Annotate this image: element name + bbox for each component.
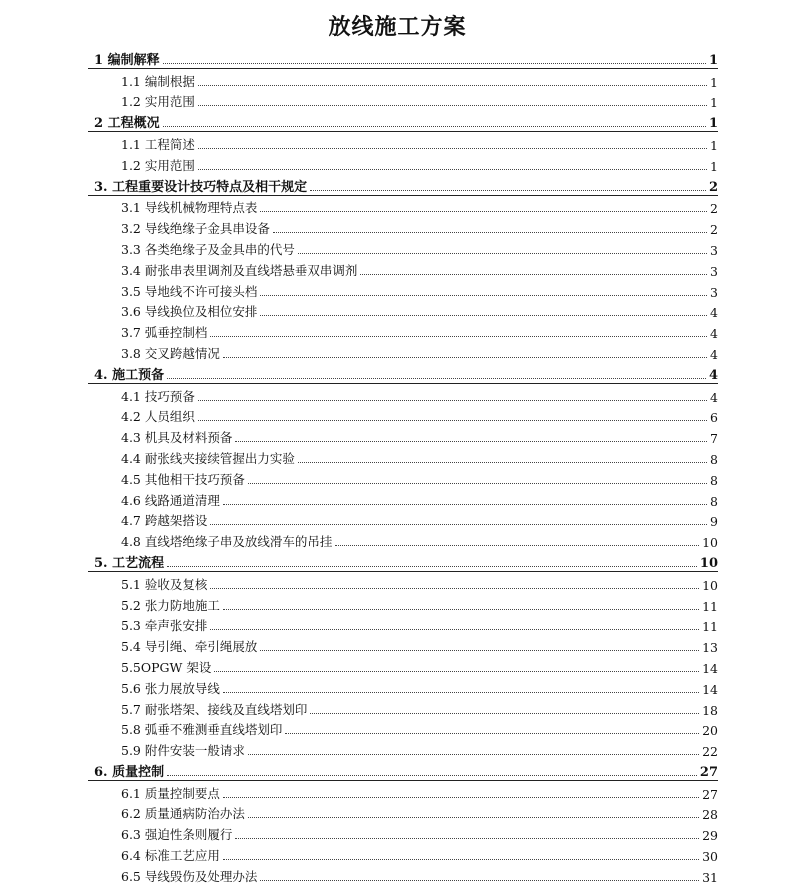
toc-entry-label: 3. 工程重要设计技巧特点及相干规定: [94, 179, 308, 195]
toc-entry-label: 5.5OPGW 架设: [121, 659, 212, 675]
toc-page-number: 10: [699, 555, 718, 571]
toc-entry-label: 3.7 弧垂控制档: [121, 325, 208, 341]
dot-leader: [198, 85, 707, 86]
toc-page-number: 11: [702, 598, 718, 614]
dot-leader: [223, 504, 707, 505]
toc-page-number: 3: [710, 263, 718, 279]
toc-entry-label: 5.8 弧垂不雅测垂直线塔划印: [121, 722, 283, 738]
dot-leader: [210, 629, 699, 630]
toc-entry-label: 1.1 工程简述: [121, 136, 195, 152]
toc-subsection-entry[interactable]: [88, 69, 718, 90]
toc-subsection-entry[interactable]: [88, 405, 718, 426]
dot-leader: [198, 169, 707, 170]
dot-leader: [223, 859, 699, 860]
toc-page-number: 2: [710, 222, 718, 238]
toc-page-number: 2: [710, 201, 718, 217]
toc-subsection-entry[interactable]: [88, 655, 718, 676]
toc-section-entry[interactable]: [88, 174, 718, 196]
dot-leader: [210, 588, 699, 589]
toc-subsection-entry[interactable]: [88, 384, 718, 405]
toc-entry-label: 3.8 交叉跨越情况: [121, 345, 220, 361]
toc-entry-label: 1.1 编制根据: [121, 73, 195, 89]
dot-leader: [223, 797, 699, 798]
toc-page-number: 13: [702, 640, 718, 656]
toc-page-number: 3: [710, 284, 718, 300]
dot-leader: [223, 609, 699, 610]
toc-subsection-entry[interactable]: [88, 843, 718, 864]
toc-entry-label: 2 工程概况: [94, 116, 160, 132]
toc-page-number: 4: [710, 346, 718, 362]
toc-subsection-entry[interactable]: [88, 341, 718, 362]
toc-subsection-entry[interactable]: [88, 509, 718, 530]
dot-leader: [198, 400, 707, 401]
dot-leader: [223, 692, 699, 693]
toc-entry-label: 4.3 机具及材料预备: [121, 430, 233, 446]
dot-leader: [163, 63, 706, 64]
dot-leader: [285, 733, 699, 734]
toc-page-number: 4: [710, 326, 718, 342]
toc-entry-label: 5.2 张力防地施工: [121, 597, 220, 613]
toc-subsection-entry[interactable]: [88, 132, 718, 153]
dot-leader: [167, 378, 706, 379]
toc-entry-label: 3.5 导地线不许可接头档: [121, 283, 258, 299]
toc-entry-label: 4.7 跨越架搭设: [121, 513, 208, 529]
dot-leader: [310, 190, 706, 191]
toc-entry-label: 5.9 附件安装一般请求: [121, 743, 245, 759]
toc-page-number: 8: [710, 472, 718, 488]
dot-leader: [260, 211, 707, 212]
toc-subsection-entry[interactable]: [88, 153, 718, 174]
toc-entry-label: 3.1 导线机械物理特点表: [121, 200, 258, 216]
toc-subsection-entry[interactable]: [88, 300, 718, 321]
toc-entry-label: 3.3 各类绝缘子及金具串的代号: [121, 241, 295, 257]
toc-subsection-entry[interactable]: [88, 425, 718, 446]
toc-subsection-entry[interactable]: [88, 614, 718, 635]
toc-entry-label: 5. 工艺流程: [94, 555, 165, 571]
toc-entry-label: 5.3 牵声张安排: [121, 618, 208, 634]
toc-entry-label: 4.1 技巧预备: [121, 388, 195, 404]
toc-subsection-entry[interactable]: [88, 279, 718, 300]
toc-entry-label: 4.2 人员组织: [121, 409, 195, 425]
dot-leader: [310, 713, 699, 714]
dot-leader: [248, 817, 699, 818]
toc-page-number: 22: [702, 744, 718, 760]
toc-section-entry[interactable]: [88, 362, 718, 384]
toc-page-number: 4: [708, 367, 718, 383]
dot-leader: [210, 524, 707, 525]
toc-page-number: 3: [710, 242, 718, 258]
dot-leader: [163, 126, 706, 127]
toc-page-number: 20: [702, 723, 718, 739]
toc-subsection-entry[interactable]: [88, 802, 718, 823]
dot-leader: [273, 232, 707, 233]
toc-entry-label: 4.4 耐张线夹接续管握出力实验: [121, 450, 295, 466]
toc-subsection-entry[interactable]: [88, 446, 718, 467]
toc-page-number: 4: [710, 305, 718, 321]
toc-page-number: 9: [710, 514, 718, 530]
toc-page-number: 27: [702, 786, 718, 802]
toc-section-entry[interactable]: [88, 110, 718, 132]
toc-subsection-entry[interactable]: [88, 697, 718, 718]
toc-entry-label: 6.3 强迫性条则履行: [121, 827, 233, 843]
toc-entry-label: 5.4 导引绳、牵引绳展放: [121, 639, 258, 655]
toc-page-number: 28: [702, 807, 718, 823]
dot-leader: [167, 775, 697, 776]
dot-leader: [248, 754, 699, 755]
toc-entry-label: 6.5 导线毁伤及处理办法: [121, 868, 258, 884]
toc-page-number: 1: [708, 52, 718, 68]
toc-page-number: 1: [710, 74, 718, 90]
toc-subsection-entry[interactable]: [88, 738, 718, 759]
toc-entry-label: 4. 施工预备: [94, 367, 165, 383]
toc-entry-label: 4.6 线路通道清理: [121, 492, 220, 508]
dot-leader: [198, 148, 707, 149]
dot-leader: [260, 315, 707, 316]
toc-page-number: 18: [702, 702, 718, 718]
toc-subsection-entry[interactable]: [88, 196, 718, 217]
toc-page-number: 31: [702, 869, 718, 885]
toc-page-number: 4: [710, 389, 718, 405]
toc-section-entry[interactable]: [88, 47, 718, 69]
toc-subsection-entry[interactable]: [88, 864, 718, 885]
dot-leader: [248, 483, 707, 484]
toc-subsection-entry[interactable]: [88, 676, 718, 697]
toc-page-number: 8: [710, 493, 718, 509]
toc-subsection-entry[interactable]: [88, 593, 718, 614]
toc-section-entry[interactable]: [88, 550, 718, 572]
dot-leader: [167, 566, 697, 567]
toc-subsection-entry[interactable]: [88, 237, 718, 258]
toc-entry-label: 6.4 标准工艺应用: [121, 848, 220, 864]
toc-subsection-entry[interactable]: [88, 822, 718, 843]
dot-leader: [298, 253, 707, 254]
toc-page-number: 10: [702, 577, 718, 593]
toc-section-entry[interactable]: [88, 759, 718, 781]
dot-leader: [260, 295, 707, 296]
toc-subsection-entry[interactable]: [88, 216, 718, 237]
toc-subsection-entry[interactable]: [88, 718, 718, 739]
dot-leader: [198, 420, 707, 421]
toc-entry-label: 3.6 导线换位及相位安排: [121, 304, 258, 320]
toc-page-number: 14: [702, 660, 718, 676]
toc-subsection-entry[interactable]: [88, 467, 718, 488]
toc-page-number: 14: [702, 681, 718, 697]
table-of-contents: [88, 47, 718, 885]
toc-page-number: 11: [702, 619, 718, 635]
toc-page-number: 1: [710, 137, 718, 153]
dot-leader: [198, 105, 707, 106]
toc-subsection-entry[interactable]: [88, 90, 718, 111]
dot-leader: [223, 357, 707, 358]
toc-page-number: 7: [710, 431, 718, 447]
toc-page-number: 1: [708, 116, 718, 132]
dot-leader: [214, 671, 699, 672]
toc-page-number: 27: [699, 764, 718, 780]
toc-entry-label: 1 编制解释: [94, 52, 160, 68]
toc-subsection-entry[interactable]: [88, 258, 718, 279]
toc-entry-label: 1.2 实用范围: [121, 94, 195, 110]
dot-leader: [298, 462, 707, 463]
toc-subsection-entry[interactable]: [88, 488, 718, 509]
toc-entry-label: 1.2 实用范围: [121, 157, 195, 173]
toc-page-number: 1: [710, 95, 718, 111]
toc-page-number: 8: [710, 451, 718, 467]
dot-leader: [235, 441, 707, 442]
dot-leader: [210, 336, 707, 337]
toc-page-number: 30: [702, 849, 718, 865]
toc-entry-label: 4.8 直线塔绝缘子串及放线滑车的吊挂: [121, 534, 333, 550]
toc-entry-label: 5.7 耐张塔架、接线及直线塔划印: [121, 701, 308, 717]
document-title: 放线施工方案: [328, 14, 467, 40]
toc-subsection-entry[interactable]: [88, 781, 718, 802]
toc-entry-label: 3.4 耐张串表里调剂及直线塔悬垂双串调剂: [121, 262, 358, 278]
dot-leader: [360, 274, 707, 275]
toc-entry-label: 5.1 验收及复核: [121, 576, 208, 592]
toc-entry-label: 4.5 其他相干技巧预备: [121, 471, 245, 487]
toc-page-number: 1: [710, 158, 718, 174]
toc-subsection-entry[interactable]: [88, 529, 718, 550]
dot-leader: [235, 838, 699, 839]
toc-page-number: 2: [708, 179, 718, 195]
toc-subsection-entry[interactable]: [88, 320, 718, 341]
toc-subsection-entry[interactable]: [88, 572, 718, 593]
dot-leader: [260, 650, 699, 651]
toc-entry-label: 6. 质量控制: [94, 764, 165, 780]
toc-entry-label: 6.2 质量通病防治办法: [121, 806, 245, 822]
toc-subsection-entry[interactable]: [88, 634, 718, 655]
dot-leader: [335, 545, 699, 546]
toc-entry-label: 3.2 导线绝缘子金具串设备: [121, 221, 270, 237]
dot-leader: [260, 880, 699, 881]
toc-page-number: 10: [702, 535, 718, 551]
toc-entry-label: 5.6 张力展放导线: [121, 680, 220, 696]
toc-page-number: 6: [710, 410, 718, 426]
toc-entry-label: 6.1 质量控制要点: [121, 785, 220, 801]
toc-page-number: 29: [702, 828, 718, 844]
